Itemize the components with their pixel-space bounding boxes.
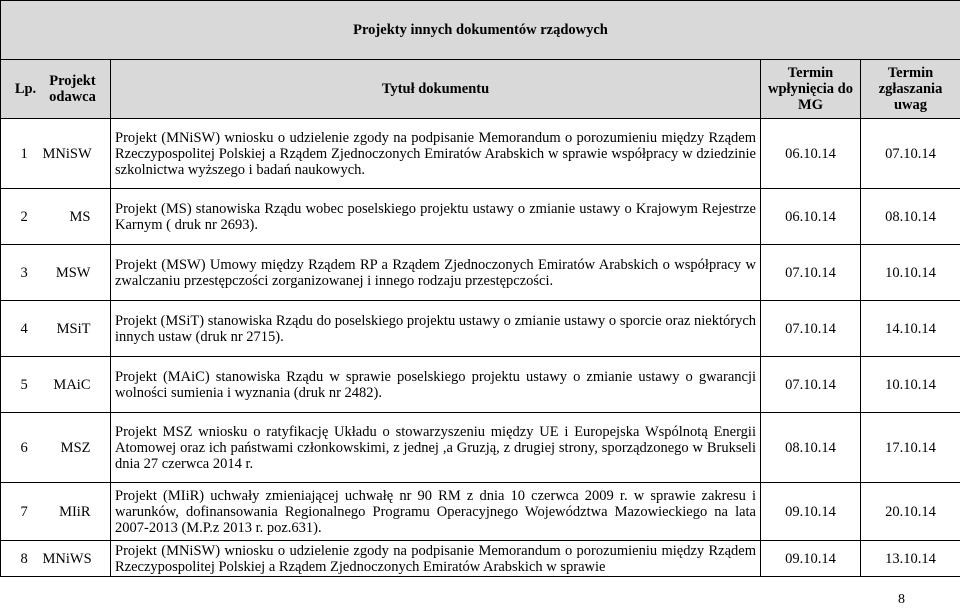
row-number: 1: [20, 145, 28, 162]
table-row: [1, 357, 960, 413]
row-number: 5: [20, 376, 28, 393]
row-deadline: 14.10.14: [861, 301, 960, 357]
row-received: 07.10.14: [761, 301, 861, 357]
header-received: Termin wpłynięcia do MG: [761, 60, 861, 119]
row-id: [1, 541, 111, 577]
row-received: 09.10.14: [761, 483, 861, 541]
row-sponsor: MS: [69, 208, 91, 225]
table-row: [1, 541, 960, 577]
header-deadline: Termin zgłaszania uwag: [861, 60, 960, 119]
header-lp: Lp.: [14, 81, 37, 97]
row-sponsor: MNiWS: [42, 550, 92, 567]
row-title: Projekt (MNiSW) wniosku o udzielenie zgody na podpisanie Memorandum o porozumieniu między Rządem Rzeczypospolitej Polskiej a Rządem Zjednoczonych Emiratów Arabskich w sprawie: [111, 541, 761, 577]
header-title: Tytuł dokumentu: [111, 60, 761, 119]
table-row: [1, 413, 960, 483]
row-number: 8: [20, 550, 28, 567]
table-row: [1, 301, 960, 357]
row-sponsor: MSiT: [56, 320, 91, 337]
row-id: [1, 119, 111, 189]
row-received: 07.10.14: [761, 245, 861, 301]
row-received: 06.10.14: [761, 189, 861, 245]
row-number: 4: [20, 320, 28, 337]
row-deadline: 13.10.14: [861, 541, 960, 577]
row-title: Projekt (MSW) Umowy między Rządem RP a Rządem Zjednoczonych Emiratów Arabskich o współpracy w zwalczaniu przestępczości zorganizowanej i innego rodzaju przestępczości.: [111, 245, 761, 301]
row-sponsor: MAiC: [53, 376, 91, 393]
row-deadline: 10.10.14: [861, 357, 960, 413]
row-number: 3: [20, 264, 28, 281]
row-title: Projekt (MS) stanowiska Rządu wobec poselskiego projektu ustawy o zmianie ustawy o Krajowym Rejestrze Karnym ( druk nr 2693).: [111, 189, 761, 245]
row-received: 06.10.14: [761, 119, 861, 189]
row-id: [1, 301, 111, 357]
row-title: Projekt (MAiC) stanowiska Rządu w sprawie poselskiego projektu ustawy o zmianie ustawy o gwarancji wolności sumienia i wyznania (druk nr 2482).: [111, 357, 761, 413]
page-number: 8: [898, 592, 905, 607]
row-sponsor: MSZ: [60, 439, 91, 456]
row-number: 7: [20, 503, 28, 520]
row-sponsor: MIiR: [59, 503, 91, 520]
row-deadline: 10.10.14: [861, 245, 960, 301]
row-deadline: 07.10.14: [861, 119, 960, 189]
row-title: Projekt (MNiSW) wniosku o udzielenie zgody na podpisanie Memorandum o porozumieniu między Rządem Rzeczypospolitej Polskiej a Rządem Zjednoczonych Emiratów Arabskich w sprawie współpracy w dziedzinie szkolnictwa wyższego i badań naukowych.: [111, 119, 761, 189]
row-received: 07.10.14: [761, 357, 861, 413]
row-id: [1, 413, 111, 483]
row-title: Projekt MSZ wniosku o ratyfikację Układu o stowarzyszeniu między UE i Europejska Wspólnotą Energii Atomowej oraz ich państwami członkowskimi, z jednej ,a Gruzją, z drugiej strony, sporządzonego w Brukseli dnia 27 czerwca 2014 r.: [111, 413, 761, 483]
table-row: [1, 189, 960, 245]
row-deadline: 17.10.14: [861, 413, 960, 483]
table-row: [1, 119, 960, 189]
row-number: 6: [20, 439, 28, 456]
row-title: Projekt (MIiR) uchwały zmieniającej uchwałę nr 90 RM z dnia 10 czerwca 2009 r. w sprawie zakresu i warunków, dofinansowania Regionalnego Programu Operacyjnego Województwa Mazowieckiego na lata 2007-2013 (M.P.z 2013 r. poz.631).: [111, 483, 761, 541]
row-received: 08.10.14: [761, 413, 861, 483]
row-sponsor: MNiSW: [42, 145, 92, 162]
row-received: 09.10.14: [761, 541, 861, 577]
row-number: 2: [20, 208, 28, 225]
row-id: [1, 357, 111, 413]
row-id: [1, 189, 111, 245]
table-row: [1, 245, 960, 301]
row-sponsor: MSW: [55, 264, 91, 281]
row-id: [1, 245, 111, 301]
page-title: Projekty innych dokumentów rządowych: [1, 1, 960, 60]
row-deadline: 08.10.14: [861, 189, 960, 245]
title-row: [1, 1, 960, 60]
row-title: Projekt (MSiT) stanowiska Rządu do poselskiego projektu ustawy o zmianie ustawy o sporcie oraz niektórych innych ustaw (druk nr 2715).: [111, 301, 761, 357]
header-lp-sponsor: [1, 60, 111, 119]
header-row: [1, 60, 960, 119]
row-deadline: 20.10.14: [861, 483, 960, 541]
header-sponsor: Projekt odawca: [49, 73, 96, 105]
table-row: [1, 483, 960, 541]
row-id: [1, 483, 111, 541]
